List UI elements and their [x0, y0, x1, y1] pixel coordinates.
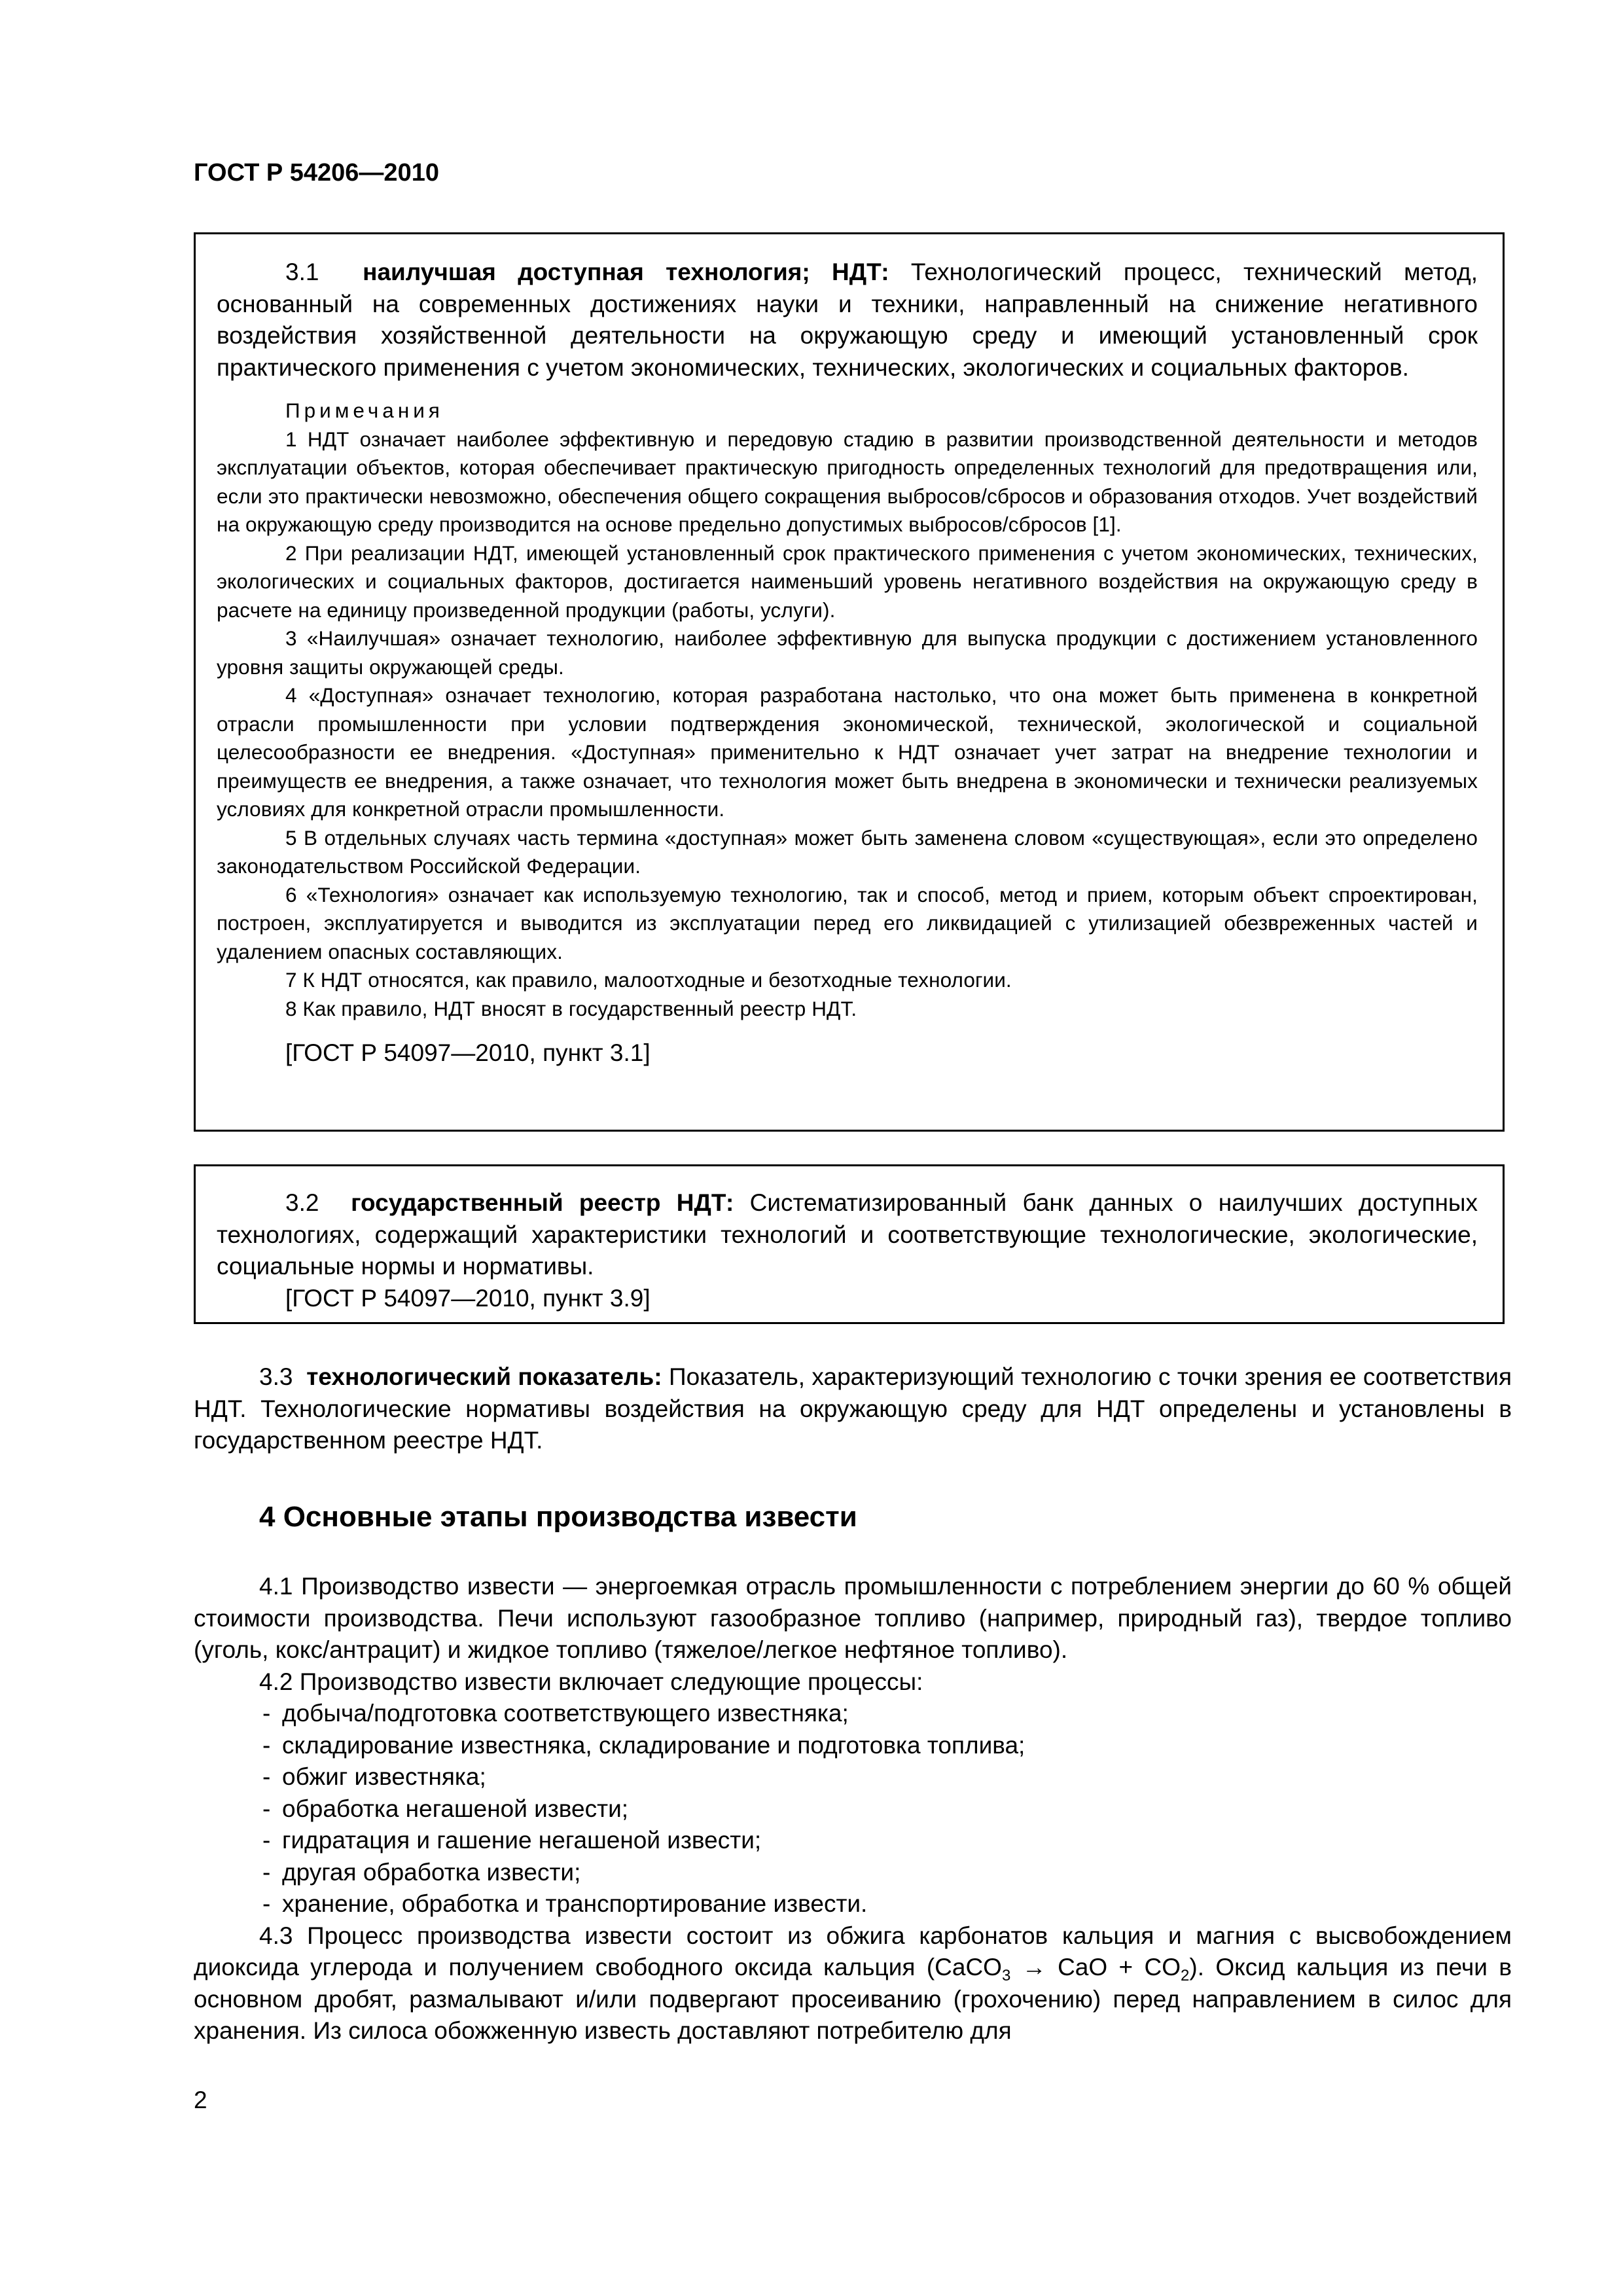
note-7: 7 К НДТ относятся, как правило, малоотходные и безотходные технологии.: [285, 968, 1012, 992]
term-reference: [ГОСТ Р 54097—2010, пункт 3.1]: [285, 1039, 651, 1066]
note-8: 8 Как правило, НДТ вносят в государственный реестр НДТ.: [285, 996, 857, 1020]
term-definition: Технологический процесс, технический метод, основанный на современных достижениях науки и техники, направленный на снижение негативного воздействия хозяйственной деятельности на окружающую среду и имеющий установленный срок практического применения с учетом экономических, технических, экологических и социальных факторов.: [217, 259, 1478, 381]
list-item: - гидратация и гашение негашеной извести;: [262, 1827, 762, 1854]
paragraph-4-3: 4.3 Процесс производства извести состоит из обжига карбонатов кальция и магния с высвобождением диоксида углерода и получением свободного оксида кальция (CaCO$_3$ → CaO + $CO_2$). Оксид кальция из печи в основном дробят, размалывают и/или подвергают просеиванию (грохочению) перед направлением в силос для хранения. Из силоса обожженную известь доставляют потребителю для: [194, 1922, 1512, 2044]
term-box-3-2: [194, 1164, 1505, 1324]
term-title: государственный реестр НДТ:: [351, 1189, 734, 1216]
list-item: - складирование известняка, складирование и подготовка топлива;: [262, 1731, 1026, 1759]
section-4-heading: 4 Основные этапы производства извести: [259, 1501, 857, 1533]
term-3-3-block: [194, 1361, 1512, 1457]
list-item: - обжиг известняка;: [262, 1763, 486, 1790]
note-1: 1 НДТ означает наиболее эффективную и передовую стадию в развитии производственной деятельности и методов эксплуатации объектов, которая обеспечивает практическую пригодность определенных технологий для предотвращения или, если это практически невозможно, обеспечения общего сокращения выбросов/сбросов и образования отходов. Учет воздействий на окружающую среду производится на основе предельно допустимых выбросов/сбросов [1].: [217, 427, 1478, 536]
list-item: - обработка негашеной извести;: [262, 1795, 629, 1822]
term-number: 3.1: [285, 259, 319, 285]
term-number: 3.3: [259, 1363, 293, 1390]
note-6: 6 «Технология» означает как используемую технологию, так и способ, метод и прием, которым объект спроектирован, построен, эксплуатируется и выводится из эксплуатации перед его ликвидацией с утилизацией обезвреженных частей и удалением опасных составляющих.: [217, 882, 1478, 963]
term-number: 3.2: [285, 1189, 319, 1216]
list-item: - другая обработка извести;: [262, 1858, 581, 1886]
notes-heading: Примечания: [285, 399, 444, 422]
note-4: 4 «Доступная» означает технологию, которая разработана настолько, что она может быть применена в конкретной отрасли промышленности при условии подтверждения экономической, технической, экологической и социальной целесообразности ее внедрения. «Доступная» применительно к НДТ означает учет затрат на внедрение технологии и преимуществ ее внедрения, а также означает, что технология может быть внедрена в экономически и технически реализуемых условиях для конкретной отрасли промышленности.: [217, 683, 1478, 821]
process-list: [194, 1698, 1512, 1920]
term-definition: Показатель, характеризующий технологию с точки зрения ее соответствия НДТ. Технологические нормативы воздействия на окружающую среду для НДТ определены и установлены в государственном реестре НДТ.: [194, 1363, 1512, 1454]
term-reference: [ГОСТ Р 54097—2010, пункт 3.9]: [285, 1284, 651, 1312]
paragraph-4-2: 4.2 Производство извести включает следующие процессы:: [259, 1668, 923, 1695]
list-item: - добыча/подготовка соответствующего известняка;: [262, 1700, 849, 1727]
term-title: наилучшая доступная технология; НДТ:: [363, 259, 889, 285]
term-definition: Систематизированный банк данных о наилучших доступных технологиях, содержащий характеристики технологий и соответствующие технологические, экологические, социальные нормы и нормативы.: [217, 1189, 1478, 1280]
section-4-body: [194, 1571, 1512, 2047]
term-title: технологический показатель:: [306, 1363, 662, 1390]
term-3-1: [217, 257, 1478, 384]
document-header: ГОСТ Р 54206—2010: [194, 159, 439, 187]
note-5: 5 В отдельных случаях часть термина «доступная» может быть заменена словом «существующая», если это определено законодательством Российской Федерации.: [217, 825, 1478, 878]
term-box-3-1: [194, 232, 1505, 1132]
note-3: 3 «Наилучшая» означает технологию, наиболее эффективную для выпуска продукции с достижением установленного уровня защиты окружающей среды.: [217, 626, 1478, 679]
note-2: 2 При реализации НДТ, имеющей установленный срок практического применения с учетом экономических, технических, экологических и социальных факторов, достигается наименьший уровень негативного воздействия на окружающую среду в расчете на единицу произведенной продукции (работы, услуги).: [217, 541, 1478, 622]
list-item: - хранение, обработка и транспортирование извести.: [262, 1890, 868, 1917]
paragraph-4-1: 4.1 Производство извести — энергоемкая отрасль промышленности с потреблением энергии до 60 % общей стоимости производства. Печи используют газообразное топливо (например, природный газ), твердое топливо (уголь, кокс/антрацит) и жидкое топливо (тяжелое/легкое нефтяное топливо).: [194, 1573, 1512, 1663]
term-3-2: [217, 1187, 1478, 1283]
term-3-3: [194, 1361, 1512, 1457]
page-number: 2: [194, 2087, 207, 2113]
